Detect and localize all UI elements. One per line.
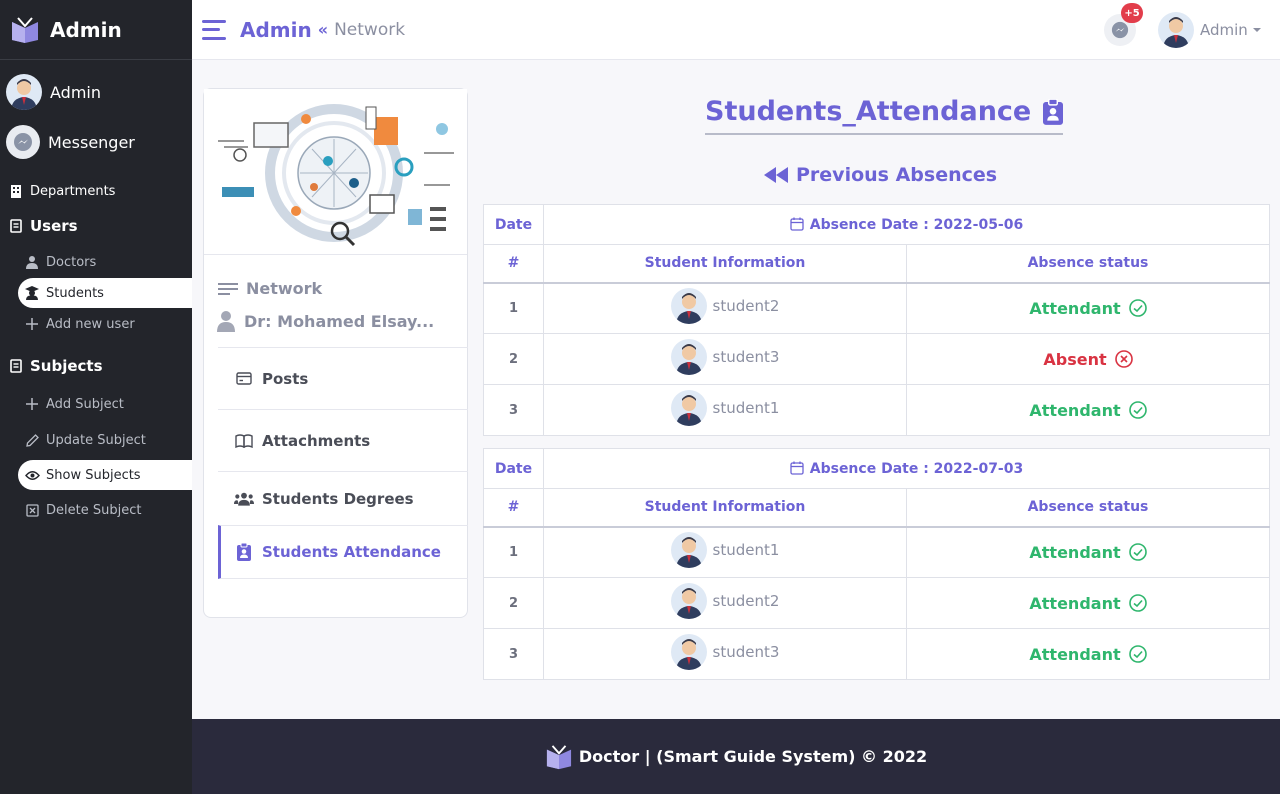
backward-icon	[764, 167, 788, 183]
status-badge	[1029, 401, 1146, 420]
menu-item-label: Students Attendance	[262, 543, 441, 561]
sidebar-user-name: Admin	[50, 82, 101, 102]
status-badge	[1029, 645, 1146, 664]
student-name: student1	[712, 541, 780, 560]
sidebar-item-label: Show Subjects	[46, 467, 141, 483]
calendar-icon	[790, 461, 804, 475]
avatar	[671, 339, 707, 375]
card-icon	[234, 372, 254, 385]
table-row	[484, 385, 1270, 436]
sidebar-section-users[interactable]	[0, 206, 192, 246]
page-title-text: Students_Attendance	[705, 96, 1032, 127]
sidebar-item-label: Students	[46, 285, 104, 301]
row-number: 1	[484, 283, 544, 334]
sidebar-user[interactable]	[0, 68, 192, 116]
status-text: Absent	[1043, 349, 1107, 369]
subject-card	[203, 88, 468, 618]
student-icon	[24, 286, 40, 300]
student-info[interactable]	[671, 390, 780, 426]
status-text: Attendant	[1029, 644, 1121, 664]
building-icon	[8, 184, 24, 198]
doctor-icon	[24, 255, 40, 269]
subject-author	[204, 310, 467, 332]
column-header-num: #	[484, 489, 544, 527]
sidebar-item-add-user[interactable]	[0, 308, 192, 340]
check-circle-icon	[1129, 401, 1147, 419]
attendance-table	[483, 204, 1270, 436]
user-menu[interactable]	[1158, 12, 1262, 48]
sidebar-item-label: Add new user	[46, 316, 135, 332]
plus-icon	[24, 318, 40, 330]
student-info[interactable]	[671, 339, 780, 375]
table-row	[484, 527, 1270, 578]
sidebar-item-delete-subject[interactable]	[0, 490, 192, 530]
student-name: student1	[712, 399, 780, 417]
table-row	[484, 283, 1270, 334]
messenger-notification-button[interactable]	[1104, 7, 1140, 46]
previous-absences-label: Previous Absences	[796, 164, 998, 186]
plus-icon	[24, 398, 40, 410]
subject-menu	[218, 347, 468, 579]
column-header-info: Student Information	[544, 245, 907, 283]
avatar	[671, 288, 707, 324]
messenger-icon	[6, 125, 40, 159]
avatar	[671, 532, 707, 568]
avatar	[1158, 12, 1194, 48]
users-icon	[234, 491, 254, 507]
list-icon	[8, 359, 24, 373]
student-name: student2	[712, 592, 780, 610]
delete-box-icon	[24, 504, 40, 517]
student-name: student2	[712, 297, 780, 316]
row-number: 3	[484, 385, 544, 436]
breadcrumb-current: Network	[334, 19, 406, 40]
student-name: student3	[712, 643, 780, 661]
messenger-icon	[1111, 21, 1129, 39]
avatar	[671, 583, 707, 619]
student-info[interactable]	[671, 288, 780, 324]
breadcrumb-separator: «	[317, 20, 329, 39]
status-text: Attendant	[1029, 298, 1121, 318]
check-circle-icon	[1129, 299, 1147, 317]
status-badge	[1043, 350, 1132, 369]
menu-item-attachments[interactable]	[218, 409, 468, 471]
date-label: Date	[484, 205, 544, 245]
attendance-table	[483, 448, 1270, 680]
menu-item-label: Students Degrees	[262, 489, 414, 508]
footer	[192, 719, 1280, 794]
column-header-status: Absence status	[907, 489, 1270, 527]
pencil-icon	[24, 434, 40, 447]
sidebar-item-update-subject[interactable]	[0, 422, 192, 458]
student-name: student3	[712, 348, 780, 366]
check-circle-icon	[1129, 594, 1147, 612]
chevron-down-icon	[1252, 27, 1262, 33]
status-badge	[1029, 299, 1146, 318]
sidebar-section-label: Subjects	[30, 357, 103, 375]
student-info[interactable]	[671, 634, 780, 670]
brand[interactable]	[0, 0, 192, 60]
student-info[interactable]	[671, 532, 780, 568]
row-number: 2	[484, 334, 544, 385]
status-badge	[1029, 543, 1146, 562]
book-logo-icon	[10, 16, 40, 44]
breadcrumb-main[interactable]: Admin	[240, 17, 312, 42]
menu-item-degrees[interactable]	[218, 471, 468, 525]
sidebar-item-add-subject[interactable]	[0, 386, 192, 422]
menu-item-label: Attachments	[262, 431, 371, 450]
sidebar	[0, 0, 192, 794]
sidebar-section-subjects[interactable]	[0, 346, 192, 386]
table-row	[484, 629, 1270, 680]
sidebar-messenger-label: Messenger	[48, 132, 135, 152]
avatar	[671, 390, 707, 426]
previous-absences-link[interactable]	[764, 164, 997, 186]
x-circle-icon	[1115, 350, 1133, 368]
avatar	[6, 74, 42, 110]
user-menu-label: Admin	[1200, 21, 1248, 39]
subject-author-text: Dr: Mohamed Elsay...	[244, 311, 435, 331]
column-header-num: #	[484, 245, 544, 283]
sidebar-messenger[interactable]	[0, 118, 192, 166]
footer-text: Doctor | (Smart Guide System) © 2022	[578, 747, 928, 766]
lines-icon	[218, 282, 238, 296]
status-text: Attendant	[1029, 542, 1121, 562]
sidebar-item-label: Doctors	[46, 254, 97, 270]
subject-title-text: Network	[246, 279, 323, 298]
absence-date-text: Absence Date : 2022-05-06	[809, 216, 1024, 233]
list-icon	[8, 219, 24, 233]
network-illustration	[204, 89, 467, 255]
sidebar-item-label: Departments	[30, 183, 116, 199]
table-row	[484, 578, 1270, 629]
sidebar-section-label: Users	[30, 217, 78, 235]
eye-icon	[24, 470, 40, 481]
row-number: 3	[484, 629, 544, 680]
absence-date	[544, 205, 1270, 245]
page-title	[705, 96, 1063, 135]
clipboard-user-icon	[234, 543, 254, 561]
sidebar-item-label: Delete Subject	[46, 502, 142, 518]
column-header-status: Absence status	[907, 245, 1270, 283]
status-badge	[1029, 594, 1146, 613]
hamburger-menu-icon[interactable]	[202, 20, 226, 40]
subject-title	[204, 279, 467, 298]
menu-item-attendance[interactable]	[218, 525, 468, 579]
sidebar-item-students[interactable]	[18, 278, 192, 308]
check-circle-icon	[1129, 645, 1147, 663]
check-circle-icon	[1129, 543, 1147, 561]
column-header-info: Student Information	[544, 489, 907, 527]
menu-item-label: Posts	[262, 369, 309, 388]
sidebar-item-doctors[interactable]	[0, 246, 192, 278]
sidebar-item-label: Add Subject	[46, 396, 124, 412]
student-info[interactable]	[671, 583, 780, 619]
sidebar-item-show-subjects[interactable]	[18, 460, 192, 490]
table-row	[484, 334, 1270, 385]
brand-name: Admin	[50, 17, 122, 42]
topbar	[192, 0, 1280, 60]
menu-item-posts[interactable]	[218, 347, 468, 409]
absence-date-text: Absence Date : 2022-07-03	[809, 460, 1024, 477]
row-number: 1	[484, 527, 544, 578]
avatar	[671, 634, 707, 670]
calendar-icon	[790, 217, 804, 231]
book-logo-icon	[545, 744, 573, 770]
row-number: 2	[484, 578, 544, 629]
person-icon	[216, 310, 236, 332]
notification-badge: +5	[1121, 3, 1143, 23]
absence-date	[544, 449, 1270, 489]
clipboard-user-icon	[1043, 99, 1063, 125]
sidebar-item-departments[interactable]	[0, 176, 192, 206]
book-open-icon	[234, 434, 254, 448]
status-text: Attendant	[1029, 400, 1121, 420]
sidebar-item-label: Update Subject	[46, 432, 146, 448]
date-label: Date	[484, 449, 544, 489]
status-text: Attendant	[1029, 593, 1121, 613]
